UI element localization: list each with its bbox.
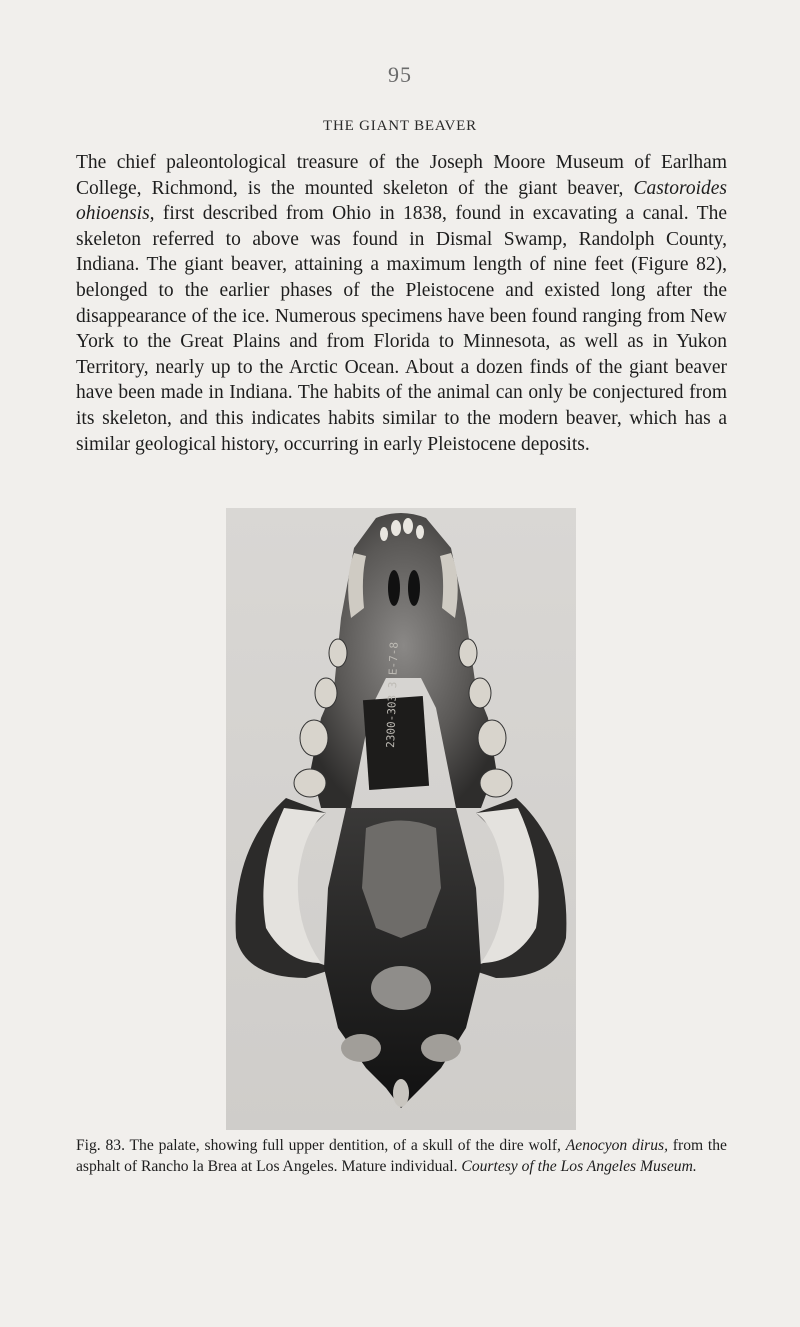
page-number: 95	[388, 62, 412, 87]
caption-middle: from the asphalt of Rancho la Brea at Los Angeles. Mature individual.	[76, 1137, 727, 1175]
specimen-label: 2300-303 3 E-7-8	[384, 641, 401, 749]
body-text-part-2: first described from Ohio in 1838, found in excavating a canal. The skeleton referred to above was found in Dismal Swamp, Randolph County, Indiana. The giant beaver, attaining a maximum length of nine feet (Figure 82), belonged to the earlier phases of the Pleistocene and existed long after the disappearance of the ice. Numerous specimens have been found ranging from New York to the Great Plains and from Florida to Minnesota, as well as in Yukon Territory, nearly up to the Arctic Ocean. About a dozen finds of the giant beaver have been made in Indiana. The habits of the animal can only be conjectured from its skeleton, and this indicates habits similar to the modern beaver, which has a similar geological history, occurring in early Pleistocene deposits.	[76, 203, 727, 455]
caption-species: Aenocyon dirus,	[565, 1137, 668, 1154]
caption-courtesy: Courtesy of the Los Angeles Museum.	[461, 1157, 697, 1175]
body-text-part-1: The chief paleontological treasure of the Joseph Moore Museum of Earlham College, Richmond, is the mounted skeleton of the giant beaver,	[76, 152, 727, 199]
figure-caption	[76, 1136, 727, 1177]
species-name: Castoroides ohioensis,	[76, 177, 727, 225]
skull-figure	[226, 508, 576, 1130]
skull-illustration	[226, 508, 576, 1130]
body-paragraph	[76, 150, 727, 457]
section-title: THE GIANT BEAVER	[323, 118, 477, 134]
caption-lead: Fig. 83. The palate, showing full upper dentition, of a skull of the dire wolf,	[76, 1137, 566, 1154]
